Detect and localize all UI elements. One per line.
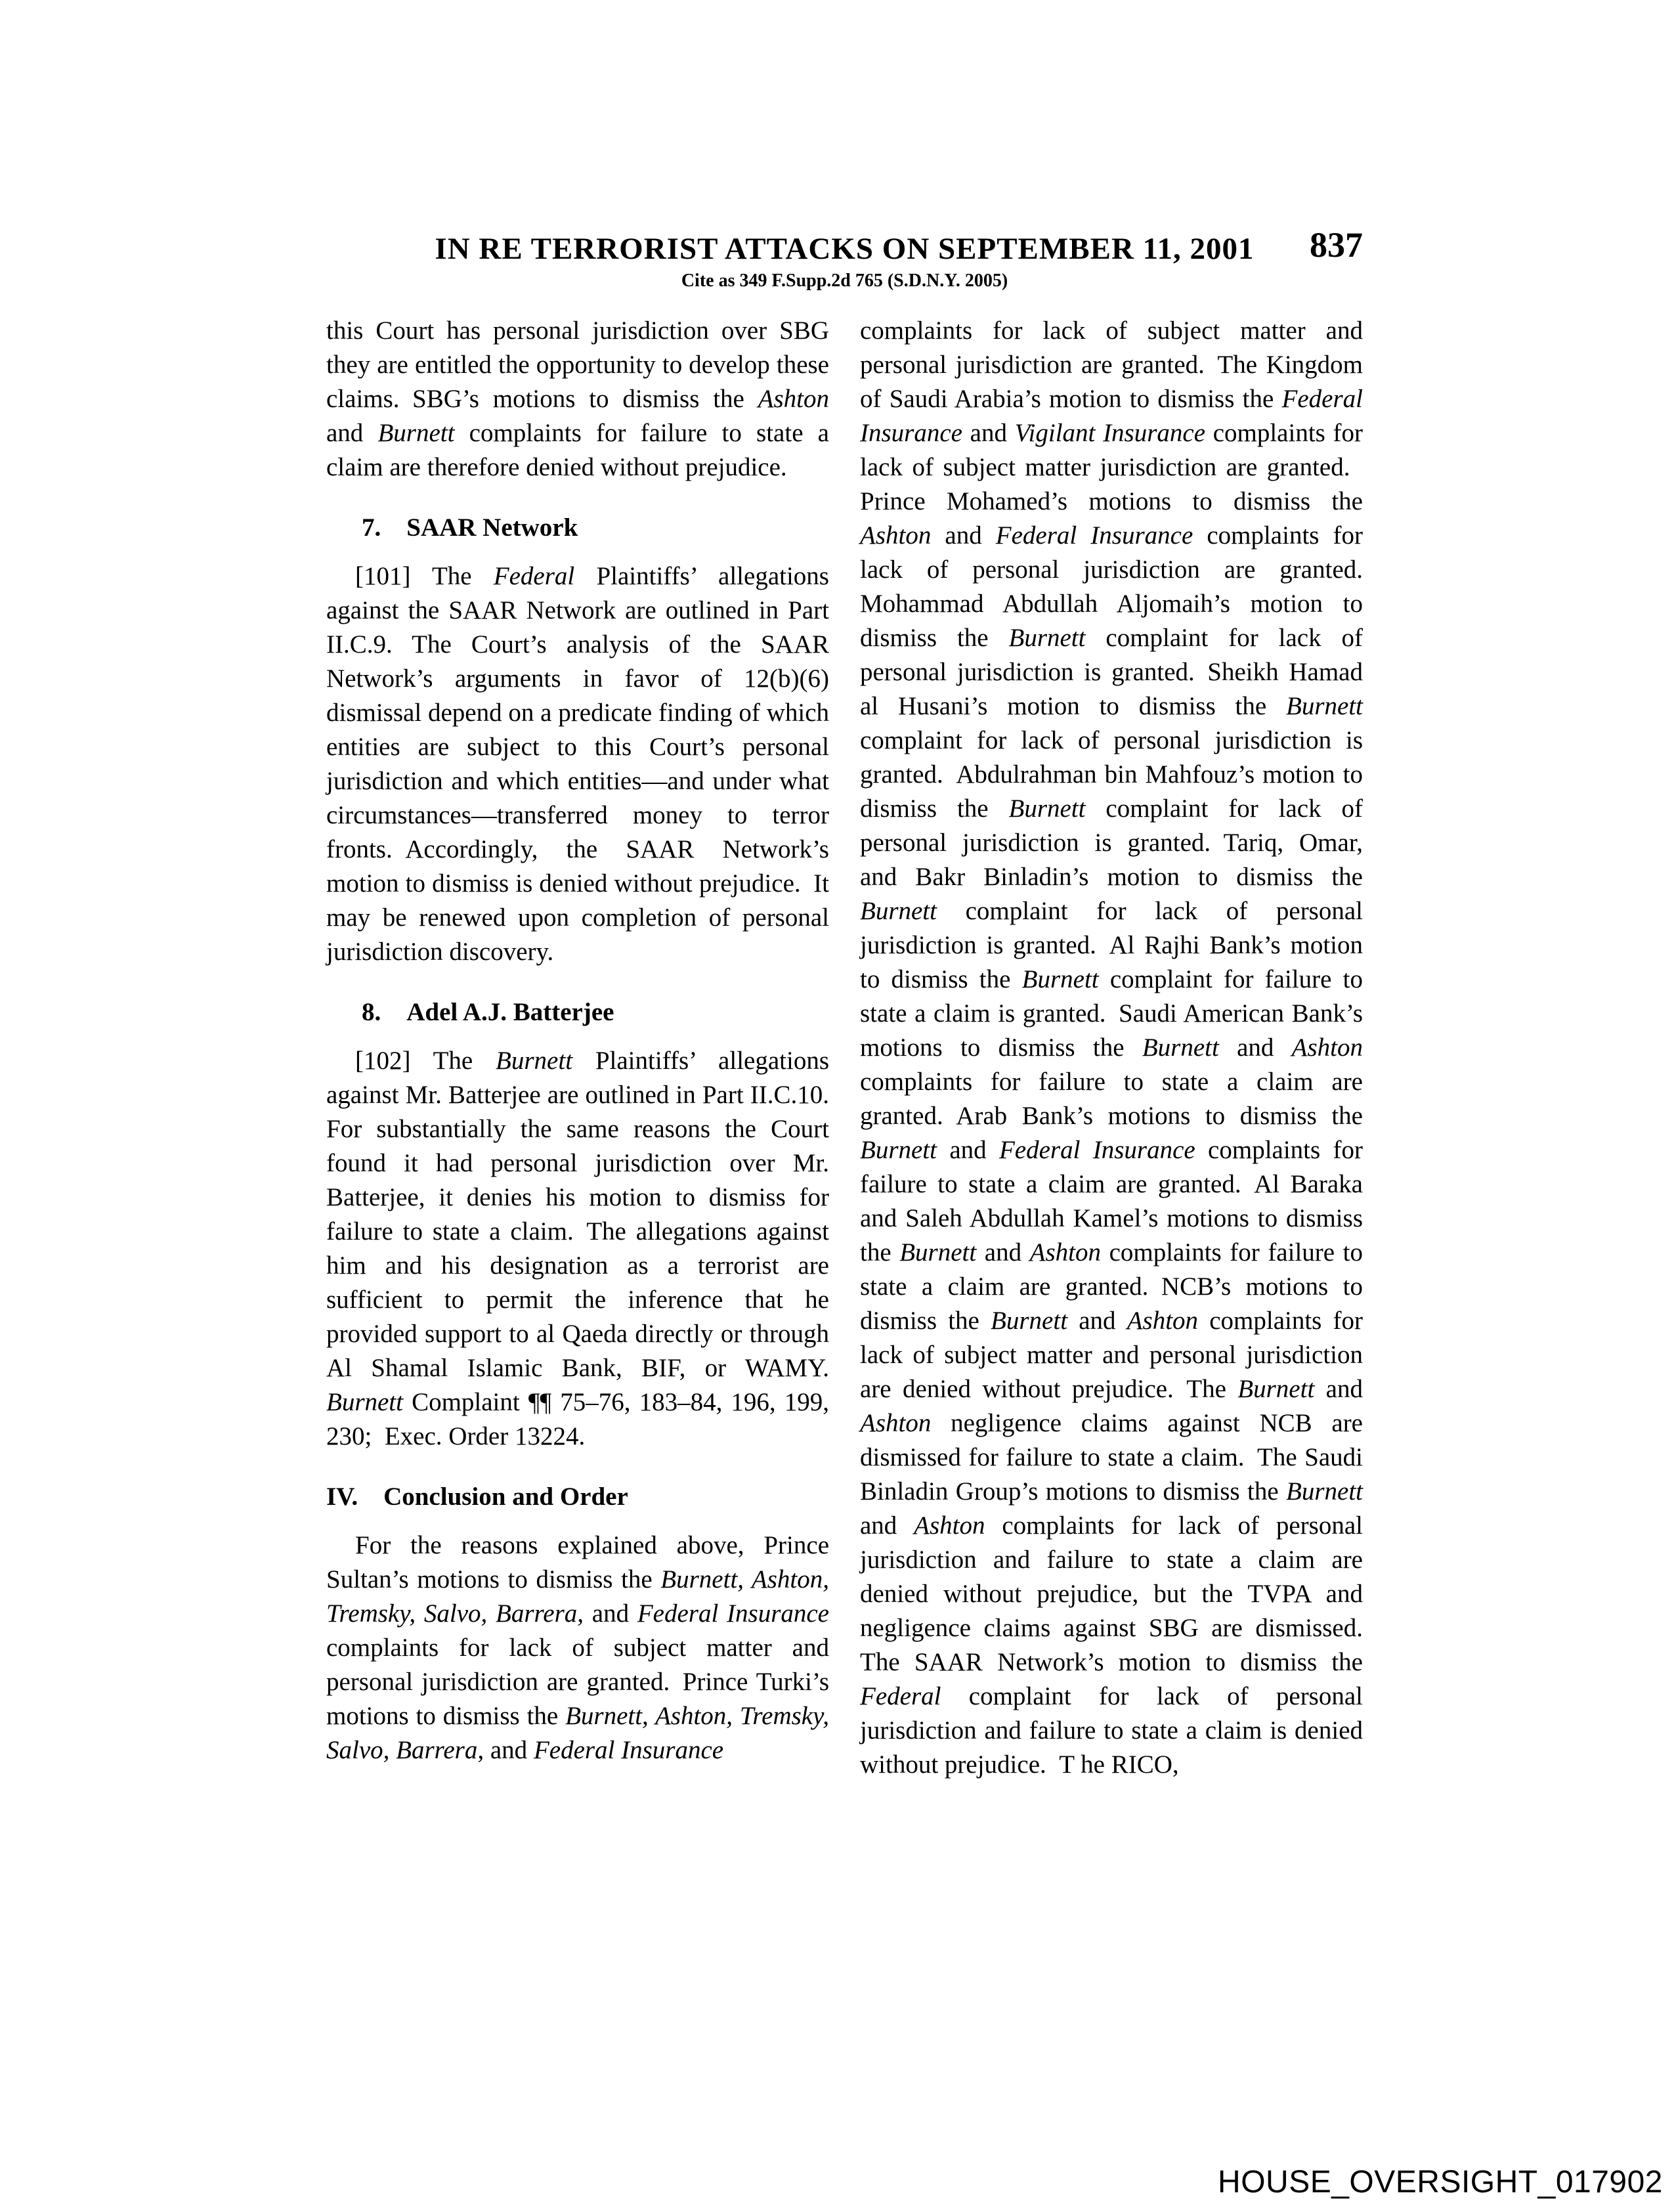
section-heading — [326, 511, 829, 545]
page-number: 837 — [1310, 225, 1363, 265]
case-title: IN RE TERRORIST ATTACKS ON SEPTEMBER 11, 2001 — [435, 232, 1255, 266]
text-run: and — [936, 1136, 999, 1164]
case-name: Burnett — [326, 1388, 403, 1416]
text-run: and — [976, 1238, 1030, 1267]
case-name: Federal — [493, 562, 575, 590]
text-run: complaints for failure to state a claim are granted. Al Baraka and Saleh Abdullah Kamel’s motions to dismiss the — [860, 1136, 1363, 1267]
case-name: Burnett — [860, 1136, 937, 1164]
text-run: and — [962, 419, 1015, 447]
text-run: and — [1218, 1033, 1292, 1062]
case-name: Burnett — [1008, 794, 1086, 823]
case-name: Burnett, Ashton, Tremsky, Salvo, Barrera, — [326, 1702, 830, 1764]
citation-line: Cite as 349 F.Supp.2d 765 (S.D.N.Y. 2005) — [681, 271, 1008, 291]
case-name: Burnett — [1286, 692, 1363, 720]
case-name: Burnett — [496, 1047, 573, 1075]
text-run: Complaint ¶¶ 75–76, 183–84, 196, 199, 230; Exec. Order 13224. — [326, 1388, 829, 1450]
text-run: and — [860, 1511, 914, 1540]
text-run: and — [931, 521, 996, 550]
case-name: Federal Insurance — [995, 521, 1193, 550]
case-name: Ashton — [758, 385, 829, 413]
case-name: Vigilant Insurance — [1014, 419, 1206, 447]
text-run: complaints for failure to state a claim are granted. Arab Bank’s motions to dismiss the — [860, 1068, 1363, 1130]
text-run: complaints for failure to state a claim are granted. NCB’s motions to dismiss the — [860, 1238, 1363, 1335]
text-run: complaints for failure to state a claim are therefore denied without prejudice. — [326, 419, 829, 481]
case-name: Ashton — [1291, 1033, 1363, 1062]
text-run: complaints for lack of subject matter and personal jurisdiction are granted. Prince Turki’s motions to dismiss the — [326, 1634, 829, 1730]
text-run: complaints for lack of personal jurisdiction and failure to state a claim are denied without prejudice, but the TVPA and negligence claims against SBG are dismissed. The SAAR Network’s motion to dismiss the — [860, 1511, 1363, 1676]
case-name: Federal — [860, 1682, 941, 1710]
bates-number: HOUSE_OVERSIGHT_017902 — [1218, 2165, 1663, 2200]
text-run: this Court has personal jurisdiction over SBG they are entitled the opportunity to develop these claims. SBG’s motions to dismiss the — [326, 316, 829, 413]
case-name: Ashton — [1127, 1307, 1199, 1335]
column-left — [326, 314, 829, 1767]
case-name: Burnett — [899, 1238, 977, 1267]
text-run: For the reasons explained above, Prince Sultan’s motions to dismiss the — [326, 1531, 829, 1594]
text-run: and — [1314, 1375, 1363, 1403]
case-name: Federal Insurance — [860, 385, 1363, 447]
case-name: Burnett — [1237, 1375, 1315, 1403]
text-run: complaints for lack of subject matter and personal jurisdiction are granted. The Kingdom of Saudi Arabia’s motion to dismiss the — [860, 316, 1363, 413]
case-name: Burnett — [1286, 1477, 1363, 1506]
case-name: Burnett — [860, 897, 937, 925]
text-run: complaint for lack of personal jurisdiction and failure to state a claim is denied without prejudice. T he RICO, — [860, 1682, 1363, 1779]
case-name: Ashton — [1029, 1238, 1101, 1267]
text-run: IV. Conclusion and Order — [326, 1483, 628, 1511]
paragraph — [326, 559, 829, 969]
case-name: Federal Insurance — [533, 1736, 724, 1764]
text-run: [102] The — [355, 1047, 496, 1075]
text-run: complaint for lack of personal jurisdiction is granted. Al Rajhi Bank’s motion to dismiss the — [860, 897, 1363, 993]
case-name: Federal Insurance — [998, 1136, 1195, 1164]
text-run: Plaintiffs’ allegations against the SAAR Network are outlined in Part II.C.9. The Court’s analysis of the SAAR Network’s arguments in favor of 12(b)(6) dismissal depend on a predicate finding of which entities are subject to this Court’s personal jurisdiction and which entities—and under what circumstances—transferred money to terror fronts. Accordingly, the SAAR Network’s motion to dismiss is denied without prejudice. It may be renewed upon completion of personal jurisdiction discovery. — [326, 562, 829, 966]
case-name: Burnett — [1142, 1033, 1219, 1062]
paragraph — [326, 1529, 829, 1767]
text-run: 8. Adel A.J. Batterjee — [362, 998, 614, 1026]
text-run: complaint for lack of personal jurisdiction is granted. Sheikh Hamad al Husani’s motion to dismiss the — [860, 624, 1363, 720]
text-run: [101] The — [355, 562, 494, 590]
text-run: Plaintiffs’ allegations against Mr. Batterjee are outlined in Part II.C.10. For substantially the same reasons the Court found it had personal jurisdiction over Mr. Batterjee, it denies his motion to dismiss for failure to state a claim. The allegations against him and his designation as a terrorist are sufficient to permit the inference that he provided support to al Qaeda directly or through Al Shamal Islamic Bank, BIF, or WAMY. — [326, 1047, 829, 1382]
text-run: complaints for lack of subject matter jurisdiction are granted. Prince Mohamed’s motions to dismiss the — [860, 419, 1363, 515]
text-run: and — [484, 1736, 534, 1764]
section-heading — [326, 1480, 829, 1514]
case-name: Burnett, Ashton, Tremsky, Salvo, Barrera, — [326, 1565, 829, 1628]
text-run: complaint for lack of personal jurisdiction is granted. Abdulrahman bin Mahfouz’s motion to dismiss the — [860, 726, 1363, 823]
column-right — [860, 314, 1363, 1782]
text-run: complaints for lack of subject matter and personal jurisdiction are denied without prejudice. The — [860, 1307, 1363, 1403]
text-run: complaints for lack of personal jurisdiction are granted. Mohammad Abdullah Aljomaih’s motion to dismiss the — [860, 521, 1363, 652]
case-name: Ashton — [860, 1409, 932, 1437]
text-run: and — [326, 419, 378, 447]
text-run: negligence claims against NCB are dismissed for failure to state a claim. The Saudi Binladin Group’s motions to dismiss the — [860, 1409, 1363, 1506]
case-name: Burnett — [377, 419, 455, 447]
text-run: complaint for lack of personal jurisdiction is granted. Tariq, Omar, and Bakr Binladin’s motion to dismiss the — [860, 794, 1363, 891]
paragraph — [326, 1044, 829, 1454]
text-run: complaint for failure to state a claim is granted. Saudi American Bank’s motions to dismiss the — [860, 965, 1363, 1062]
section-heading — [326, 995, 829, 1030]
case-name: Burnett — [1008, 624, 1086, 652]
text-run: 7. SAAR Network — [362, 513, 578, 542]
case-name: Burnett — [1021, 965, 1099, 993]
paragraph — [860, 314, 1363, 1782]
case-name: Burnett — [991, 1307, 1068, 1335]
case-name: Ashton — [860, 521, 932, 550]
text-run: and — [584, 1599, 637, 1628]
paragraph — [326, 314, 829, 485]
text-run: and — [1067, 1307, 1127, 1335]
case-name: Ashton — [914, 1511, 985, 1540]
case-name: Federal Insurance — [637, 1599, 829, 1628]
